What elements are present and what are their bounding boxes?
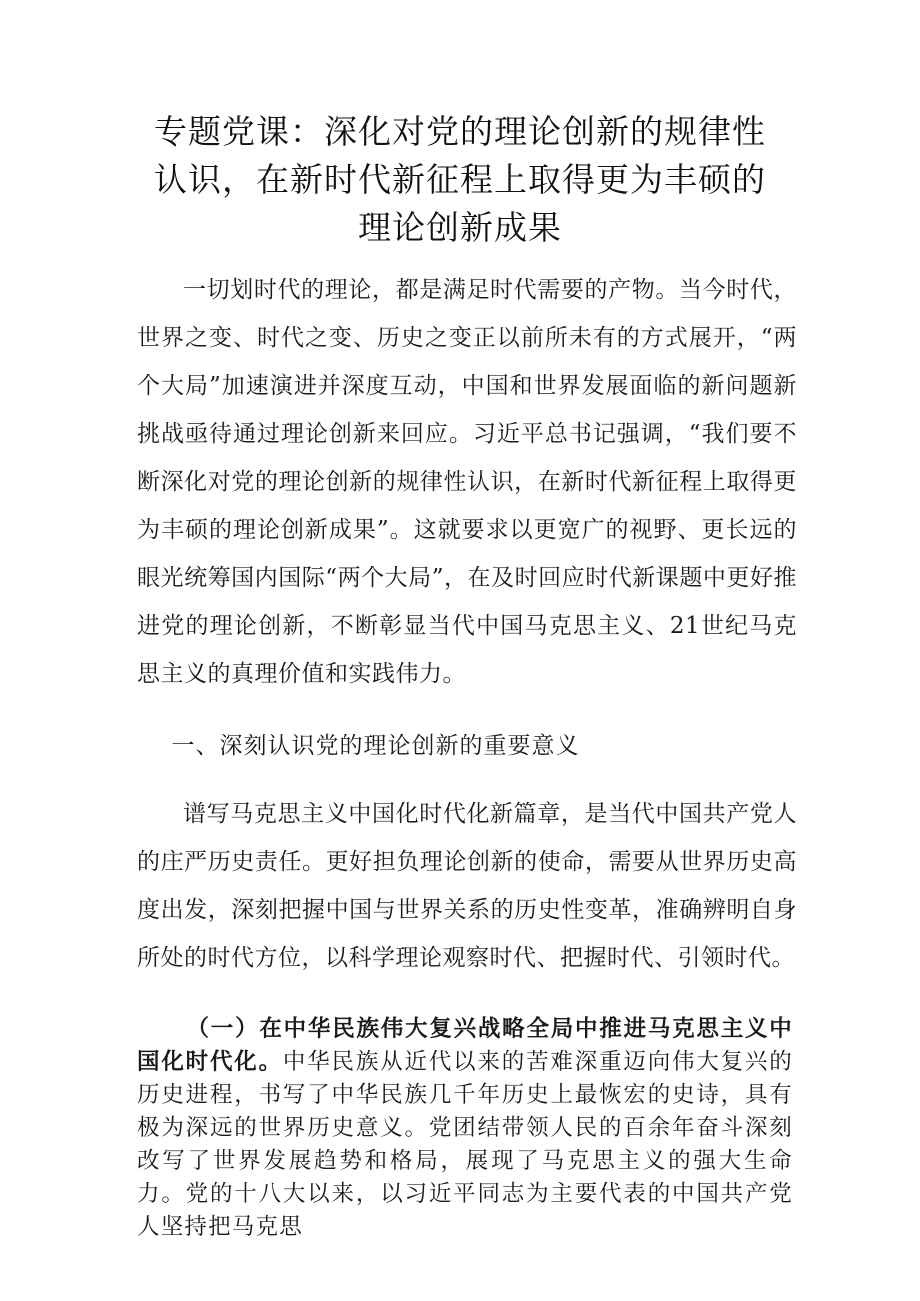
document-title [130,108,790,252]
section-1-paragraph: 谱写马克思主义中国化时代化新篇章，是当代中国共产党人的庄严历史责任。更好担负理论创新的使命，需要从世界历史高度出发，深刻把握中国与世界关系的历史性变革，准确辨明自身所处的时代方位，以科学理论观察时代、把握时代、引领时代。 [137,801,797,971]
subsection-1-paragraph [137,1013,793,1244]
title-line-3: 理论创新成果 [358,208,562,247]
section-heading-1: 一、深刻认识党的理论创新的重要意义 [171,733,580,759]
subsection-1-body: 中华民族从近代以来的苦难深重迈向伟大复兴的历史进程，书写了中华民族几千年历史上最恢宏的史诗，具有极为深远的世界历史意义。党团结带领人民的百余年奋斗深刻改写了世界发展趋势和格局，展现了马克思主义的强大生命力。党的十八大以来，以习近平同志为主要代表的中国共产党人坚持把马克思 [137,1049,794,1240]
intro-paragraph: 一切划时代的理论，都是满足时代需要的产物。当今时代，世界之变、时代之变、历史之变正以前所未有的方式展开，“两个大局”加速演进并深度互动，中国和世界发展面临的新问题新挑战亟待通过理论创新来回应。习近平总书记强调，“我们要不断深化对党的理论创新的规律性认识，在新时代新征程上取得更为丰硕的理论创新成果”。这就要求以更宽广的视野、更长远的眼光统筹国内国际“两个大局”，在及时回应时代新课题中更好推进党的理论创新，不断彰显当代中国马克思主义、21世纪马克思主义的真理价值和实践伟力。 [137,277,797,687]
subsection-1-lead: （一）在中华民族伟大复兴战略全局中推进马克思主义中国化时代化。 [137,1016,793,1075]
title-line-2: 认识，在新时代新征程上取得更为丰硕的 [154,160,766,199]
title-line-1: 专题党课：深化对党的理论创新的规律性 [154,112,766,151]
